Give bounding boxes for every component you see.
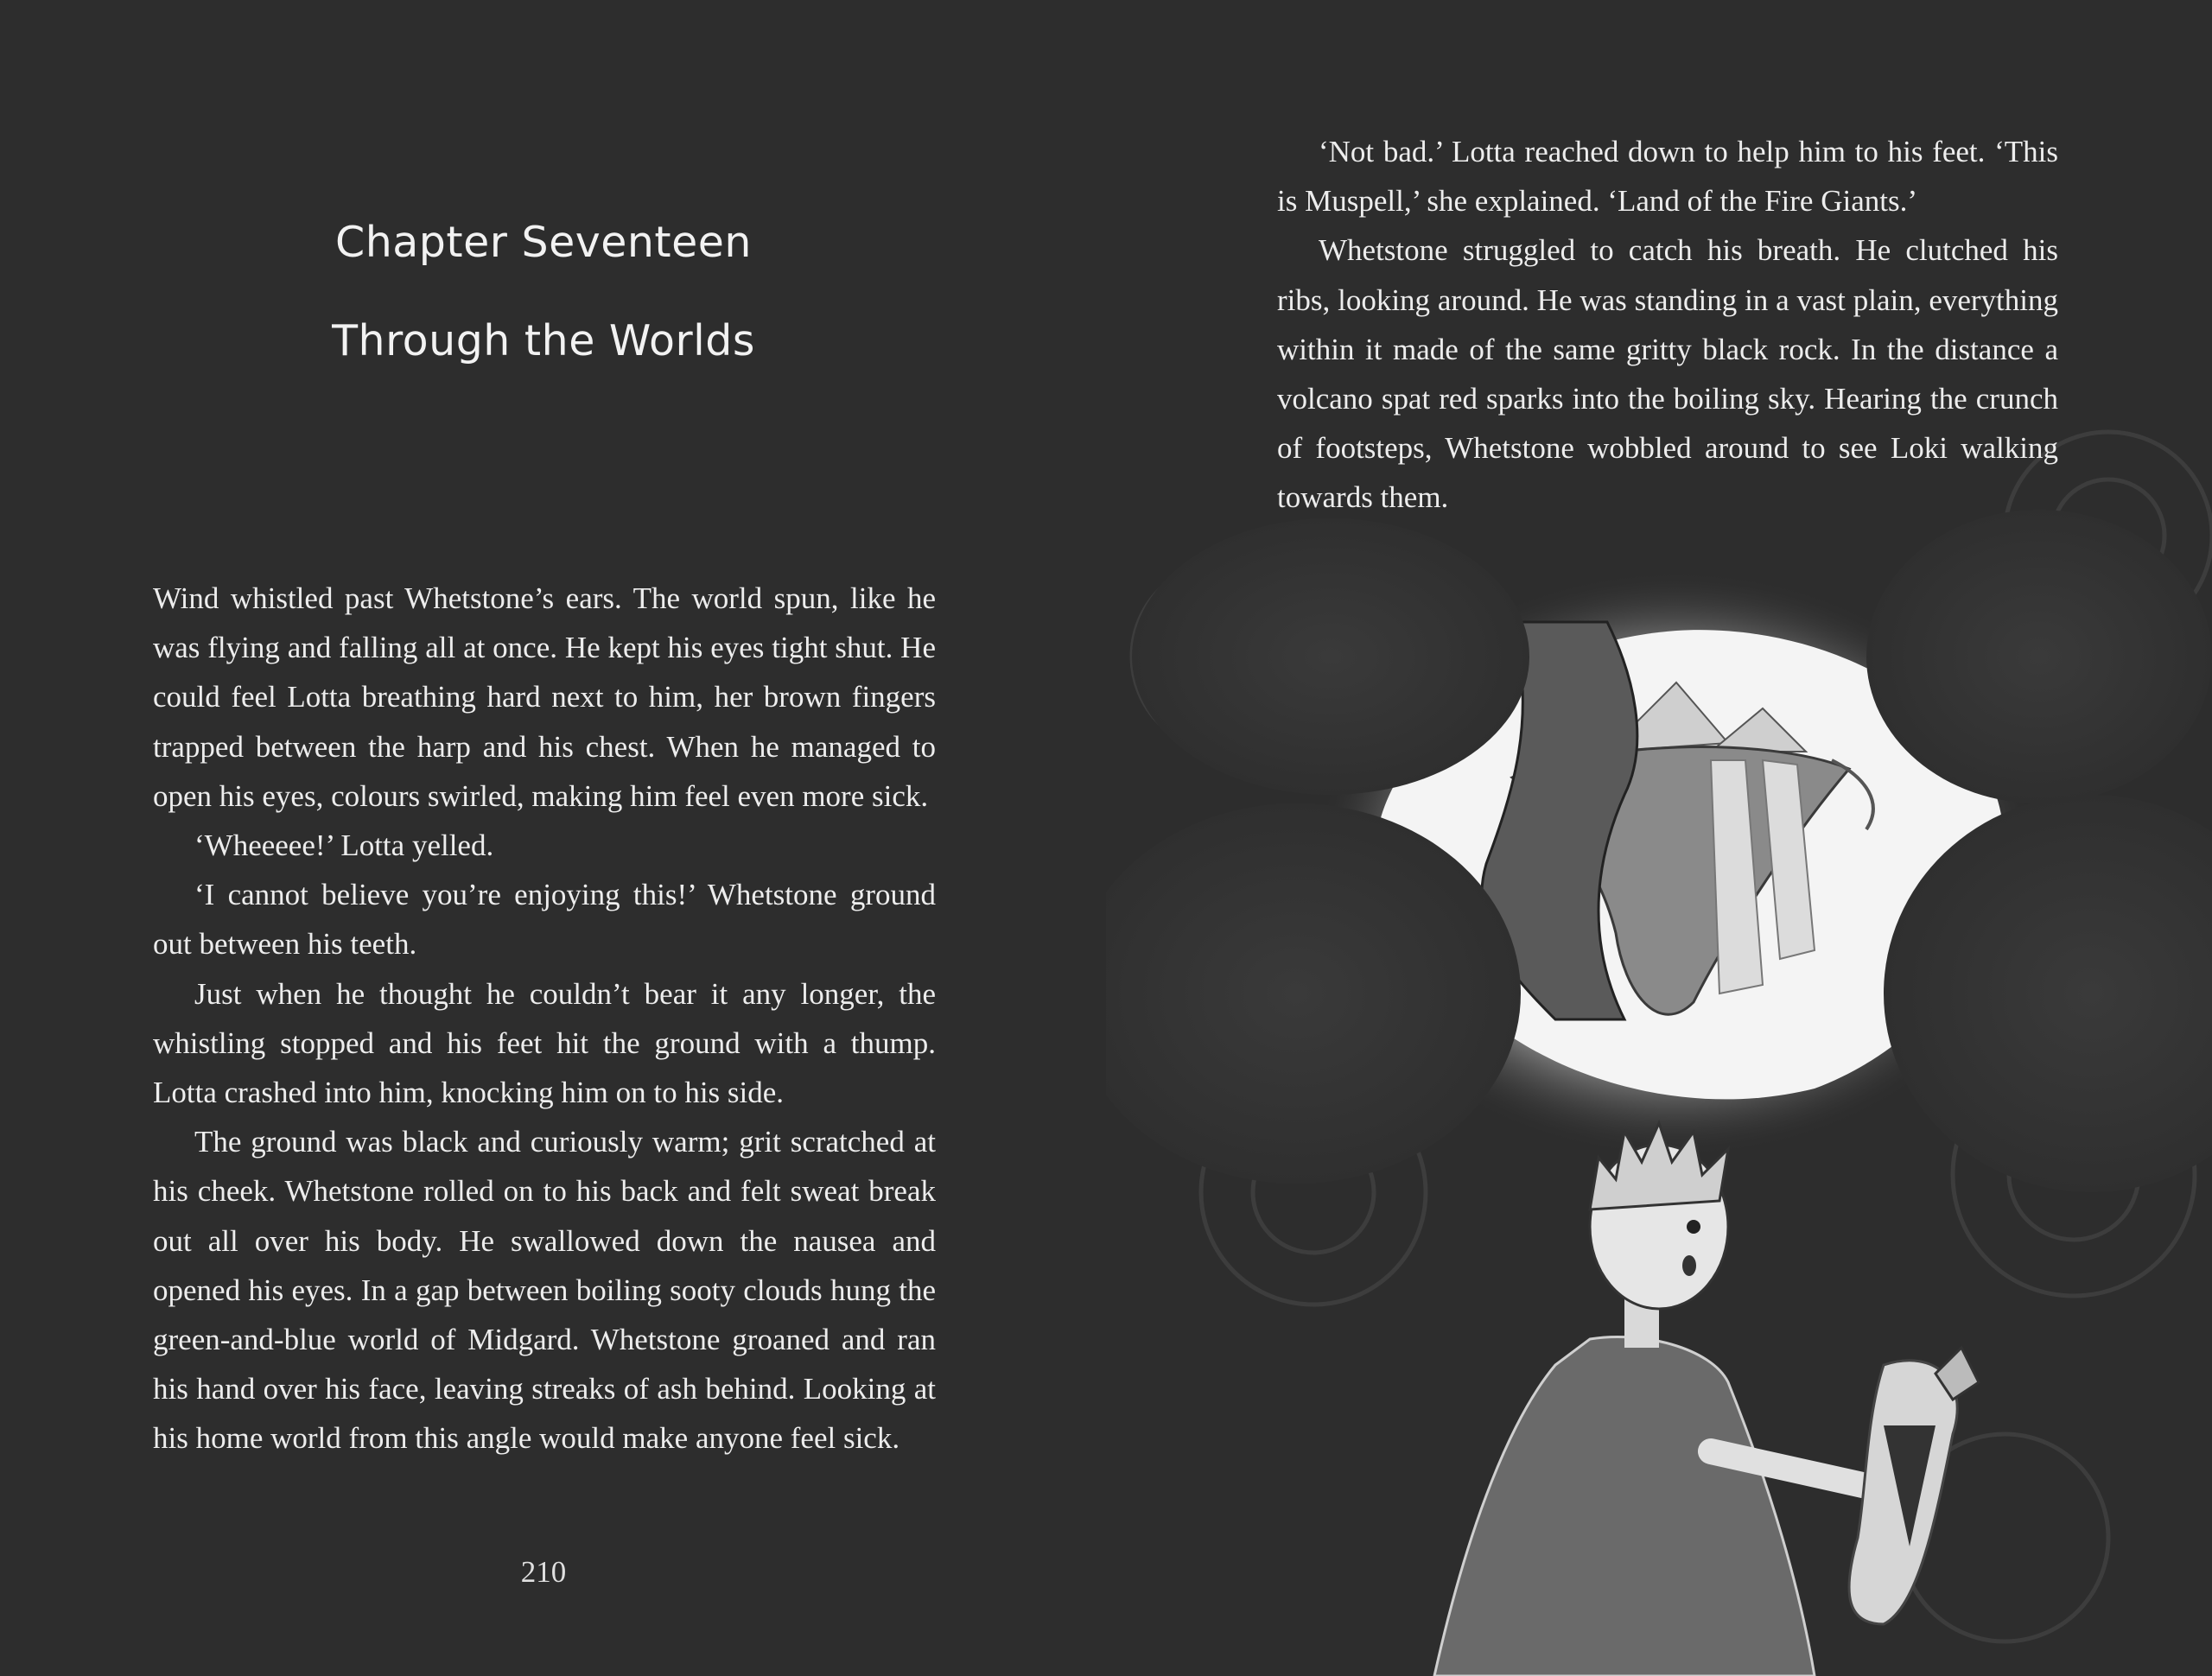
chapter-number: Chapter Seventeen [335, 218, 752, 267]
paragraph: Wind whistled past Whetstone’s ears. The world spun, like he was flying and falling all at once. He kept his eyes tight shut. He could feel Lotta breathing hard next to him, her brown fingers trapped between the harp and his chest. When he managed to open his eyes, colours swirled, making him feel even more sick. [153, 581, 936, 813]
left-body-text [153, 574, 936, 1463]
paragraph: ‘Wheeeee!’ Lotta yelled. [194, 828, 494, 863]
paragraph: Just when he thought he couldn’t bear it any longer, the whistling stopped and his feet hit the ground with a thump. Lotta crashed into him, knocking him on to his side. [153, 976, 936, 1110]
page-number: 210 [520, 1555, 567, 1589]
paragraph: The ground was black and curiously warm; grit scratched at his cheek. Whetstone rolled on to his back and felt sweat break out all over his body. He swallowed down the nausea and opened his eyes. In a gap between boiling sooty clouds hung the green-and-blue world of Midgard. Whetstone groaned and ran his hand over his face, leaving streaks of ash behind. Looking at his home world from this angle would make anyone feel sick. [153, 1125, 936, 1456]
fur-cloak [1434, 1336, 1815, 1676]
chapter-title: Through the Worlds [332, 316, 755, 365]
right-page [1106, 0, 2212, 1676]
harp [1849, 1348, 1979, 1624]
paragraph: ‘I cannot believe you’re enjoying this!’ Whetstone ground out between his teeth. [153, 878, 936, 962]
paragraph: ‘Not bad.’ Lotta reached down to help him to his feet. ‘This is Muspell,’ she explained. ‘Land of the Fire Giants.’ [1277, 135, 2058, 219]
right-body-text [1277, 127, 2058, 523]
paragraph: Whetstone struggled to catch his breath. He clutched his ribs, looking around. He was standing in a vast plain, everything within it made of the same gritty black rock. In the distance a volcano spat red sparks into the boiling sky. Hearing the crunch of footsteps, Whetstone wobbled around to see Loki walking towards them. [1277, 233, 2058, 515]
whetstone-figure [1434, 1123, 1979, 1676]
